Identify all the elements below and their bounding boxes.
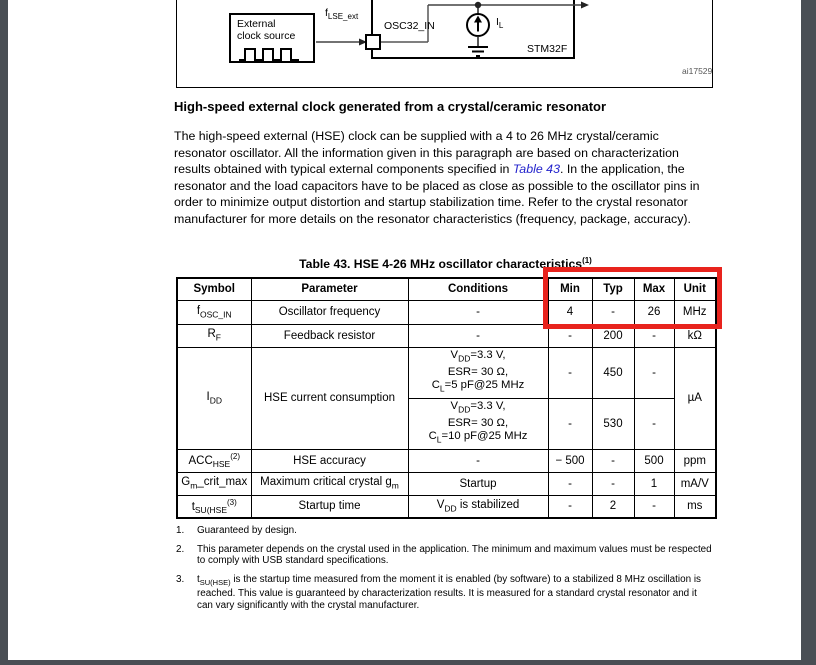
viewer-frame-left (0, 0, 8, 665)
col-header-typ: Typ (592, 278, 634, 300)
symbol-cell: $G_m\_crit\_\max$ (177, 472, 251, 495)
table-row-gm (177, 472, 716, 495)
max-cell: - (634, 398, 674, 449)
external-clock-label: clock source (237, 30, 296, 42)
typ-cell: - (592, 300, 634, 324)
min-cell: - (548, 398, 592, 449)
conditions-cell: - (408, 449, 548, 472)
conditions-cell: $V_{DD}$ is stabilized (408, 495, 548, 518)
parameter-cell: HSE current consumption (251, 347, 408, 449)
body-paragraph (174, 128, 712, 227)
table-43-link[interactable]: Table 43 (512, 162, 560, 176)
typ-cell: 2 (592, 495, 634, 518)
conditions-cell: - (408, 324, 548, 347)
col-header-unit: Unit (674, 278, 716, 300)
annotation-highlight-box (543, 267, 722, 329)
typ-cell: 200 (592, 324, 634, 347)
table-title: Table 43. HSE 4-26 MHz oscillator characteristics$^{(1)}$ (299, 256, 592, 272)
min-cell: - (548, 495, 592, 518)
footnote-number: 1. (176, 525, 185, 536)
paragraph-text: The high-speed external (HSE) clock can be supplied with a 4 to 26 MHz crystal/ceramic resonator oscillator. All the information given in this paragraph are based on characterization results obtained with typical external components specified in (174, 129, 679, 176)
table-row-idd-1 (177, 347, 716, 398)
osc32-in-pin (366, 35, 380, 49)
typ-cell: 450 (592, 347, 634, 398)
min-cell: − 500 (548, 449, 592, 472)
conditions-cell: $V_{DD}=3.3$ V, ESR= 30 Ω, $C_L=10$ pF@25 MHz (408, 398, 548, 449)
typ-cell: - (592, 472, 634, 495)
col-header-min: Min (548, 278, 592, 300)
square-wave-icon (237, 45, 307, 63)
footnote-3 (176, 574, 712, 612)
il-current-label: $I_L$ (496, 16, 504, 31)
symbol-cell: $ACC_{HSE}^{(2)}$ (177, 449, 251, 472)
symbol-cell: $R_F$ (177, 324, 251, 347)
unit-cell: mA/V (674, 472, 716, 495)
min-cell: - (548, 347, 592, 398)
min-cell: 4 (548, 300, 592, 324)
col-header-conditions: Conditions (408, 278, 548, 300)
max-cell: - (634, 495, 674, 518)
footnote-text: This parameter depends on the crystal used in the application. The minimum and maximum values must be respected to comply with USB standard specifications. (197, 543, 712, 567)
symbol-cell: $f_{OSC\_IN}$ (177, 300, 251, 324)
max-cell: 26 (634, 300, 674, 324)
parameter-cell: Maximum critical crystal $g_m$ (251, 472, 408, 495)
figure-id-label: ai17529 (682, 66, 713, 76)
external-clock-source-box (229, 13, 315, 63)
typ-cell: - (592, 449, 634, 472)
conditions-cell: Startup (408, 472, 548, 495)
parameter-cell: Oscillator frequency (251, 300, 408, 324)
paragraph-text: . In the application, the resonator and the load capacitors have to be placed as close as possible to the oscillator pins in order to minimize output distortion and startup stabilization time. Refer to the crystal resonator manufacturer for more details on the resonator characteristics (frequency, package, accuracy). (174, 162, 700, 226)
footnote-2 (176, 544, 712, 567)
unit-cell: kΩ (674, 324, 716, 347)
col-header-symbol: Symbol (177, 278, 251, 300)
external-clock-label: External (237, 18, 276, 30)
osc32-in-label: OSC32_IN (384, 20, 435, 32)
col-header-max: Max (634, 278, 674, 300)
max-cell: 500 (634, 449, 674, 472)
max-cell: 1 (634, 472, 674, 495)
footnote-number: 2. (176, 543, 185, 555)
symbol-cell: $I_{DD}$ (177, 347, 251, 449)
f-lse-ext-label: $f_{LSE\_ext}$ (325, 7, 359, 22)
unit-cell: µA (674, 347, 716, 449)
unit-cell: ppm (674, 449, 716, 472)
unit-cell: ms (674, 495, 716, 518)
footnote-text: $t_{SU(HSE)}$ is the startup time measured from the moment it is enabled (by software) to a stabilized 8 MHz oscillation is reached. This value is guaranteed by characterization results. It is measured for a standard crystal resonator and it can vary significantly with the crystal manufacturer. (197, 573, 701, 611)
symbol-cell: $t_{SU(HSE}^{(3)}$ (177, 495, 251, 518)
typ-cell: 530 (592, 398, 634, 449)
parameter-cell: HSE accuracy (251, 449, 408, 472)
min-cell: - (548, 324, 592, 347)
viewer-frame-bottom (0, 660, 816, 665)
footnote-text: Guaranteed by design. (197, 525, 297, 536)
table-row-acc (177, 449, 716, 472)
table-row-tsu (177, 495, 716, 518)
viewer-frame-right (801, 0, 816, 665)
max-cell: - (634, 324, 674, 347)
unit-cell: MHz (674, 300, 716, 324)
conditions-cell: $V_{DD}=3.3$ V, ESR= 30 Ω, $C_L=5$ pF@25 MHz (408, 347, 548, 398)
col-header-parameter: Parameter (251, 278, 408, 300)
figure-external-clock-circuit (176, 0, 713, 88)
footnote-1 (176, 525, 712, 537)
footnote-number: 3. (176, 573, 185, 585)
stm32f-label: STM32F (527, 43, 568, 55)
parameter-cell: Feedback resistor (251, 324, 408, 347)
conditions-cell: - (408, 300, 548, 324)
ground-icon (468, 47, 488, 56)
max-cell: - (634, 347, 674, 398)
section-heading: High-speed external clock generated from a crystal/ceramic resonator (174, 99, 607, 114)
parameter-cell: Startup time (251, 495, 408, 518)
min-cell: - (548, 472, 592, 495)
footnotes (176, 525, 712, 619)
